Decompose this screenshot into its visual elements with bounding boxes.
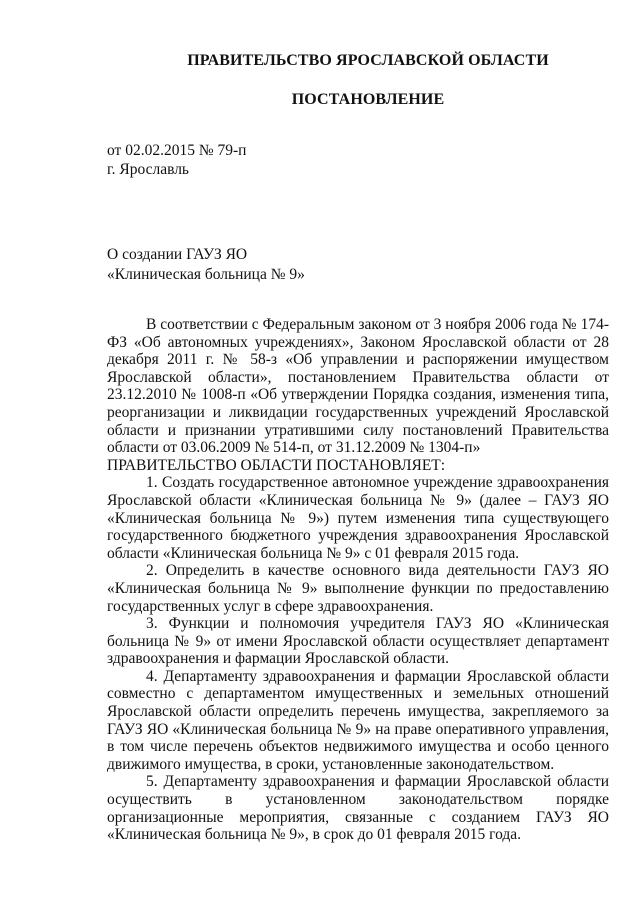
item-paragraph-3: 3. Функции и полномочия учредителя ГАУЗ ЯО «Клиническая больница № 9» от имени Ярославской области осуществляет департамент здравоохранения и фармации Ярославской области. bbox=[107, 615, 609, 668]
preamble-paragraph: В соответствии с Федеральным законом от 3 ноября 2006 года № 174-ФЗ «Об автономных учреждениях», Законом Ярославской области от 28 декабря 2011 г. № 58-з «Об управлении и распоряжении имуществом Ярославской области», постановлением Правительства области от 23.12.2010 № 1008-п «Об утверждении Порядка создания, изменения типа, реорганизации и ликвидации государственных учреждений Ярославской области и признании утратившими силу постановлений Правительства области от 03.06.2009 № 514-п, от 31.12.2009 № 1304-п» bbox=[107, 316, 609, 457]
document-type-title: ПОСТАНОВЛЕНИЕ bbox=[291, 91, 445, 108]
subject-line-1: О создании ГАУЗ ЯО bbox=[107, 246, 248, 263]
date-and-number: от 02.02.2015 № 79-п bbox=[107, 142, 247, 159]
government-title: ПРАВИТЕЛЬСТВО ЯРОСЛАВСКОЙ ОБЛАСТИ bbox=[187, 52, 549, 69]
item-paragraph-1: 1. Создать государственное автономное учреждение здравоохранения Ярославской области «Клиническая больница № 9» (далее – ГАУЗ ЯО «Клиническая больница № 9») путем изменения типа существующего государственного бюджетного учреждения здравоохранения Ярославской области «Клиническая больница № 9» с 01 февраля 2015 года. bbox=[107, 474, 609, 562]
item-paragraph-2: 2. Определить в качестве основного вида деятельности ГАУЗ ЯО «Клиническая больница № 9» выполнение функции по предоставлению государственных услуг в сфере здравоохранения. bbox=[107, 562, 609, 615]
item-paragraph-4: 4. Департаменту здравоохранения и фармации Ярославской области совместно с департаментом имущественных и земельных отношений Ярославской области определить перечень имущества, закрепляемого за ГАУЗ ЯО «Клиническая больница № 9» на праве оперативного управления, в том числе перечень объектов недвижимого имущества и особо ценного движимого имущества, в сроки, установленные законодательством. bbox=[107, 667, 609, 773]
item-paragraph-5: 5. Департаменту здравоохранения и фармации Ярославской области осуществить в установленном законодательством порядке организационные мероприятия, связанные с созданием ГАУЗ ЯО «Клиническая больница № 9», в срок до 01 февраля 2015 года. bbox=[107, 773, 609, 844]
subject-line-2: «Клиническая больница № 9» bbox=[107, 266, 305, 283]
city: г. Ярославль bbox=[107, 161, 189, 178]
resolves-line: ПРАВИТЕЛЬСТВО ОБЛАСТИ ПОСТАНОВЛЯЕТ: bbox=[107, 456, 446, 474]
document-body bbox=[107, 316, 609, 844]
